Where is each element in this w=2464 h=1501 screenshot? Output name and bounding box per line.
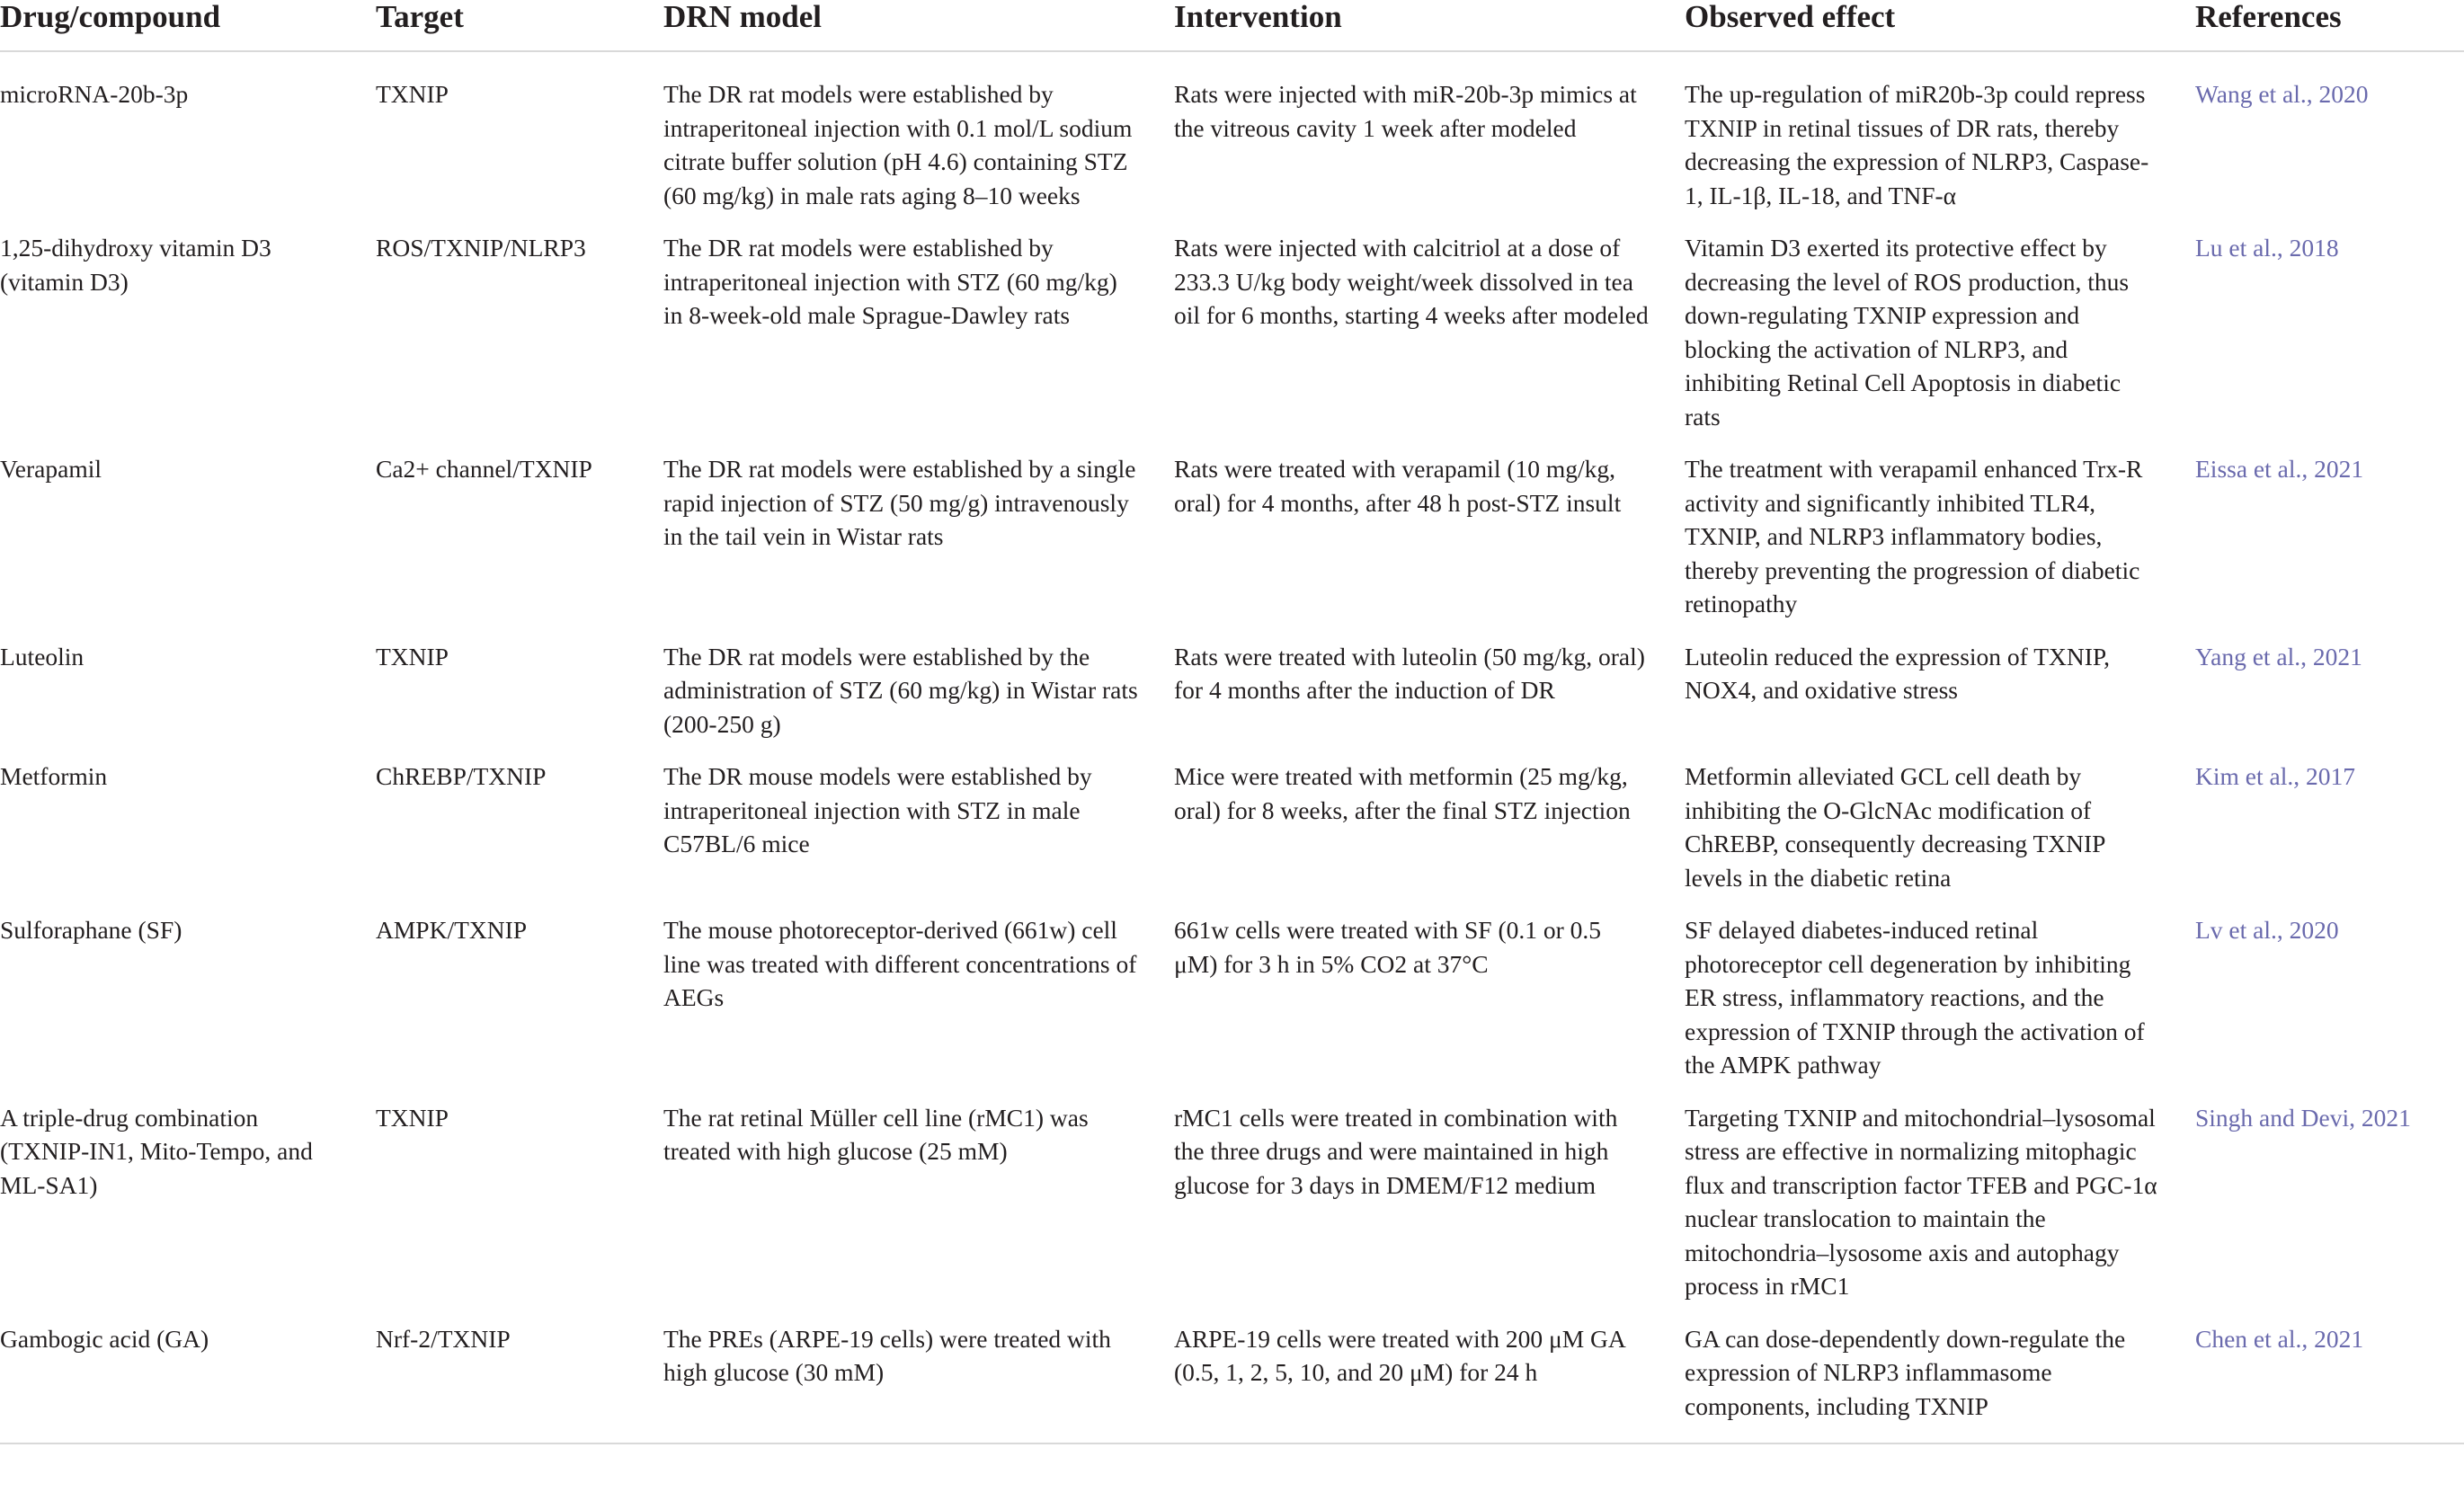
table-row [0, 1303, 2464, 1444]
cell-intervention: Mice were treated with metformin (25 mg/kg, oral) for 8 weeks, after the final STZ injection [1174, 762, 1631, 824]
cell-drug: microRNA-20b-3p [0, 80, 189, 108]
header-drug: Drug/compound [0, 0, 376, 51]
reference-link[interactable]: Wang et al., 2020 [2195, 80, 2369, 108]
header-model: DRN model [663, 0, 1174, 51]
cell-target: TXNIP [376, 80, 449, 108]
cell-effect: The up-regulation of miR20b-3p could repress TXNIP in retinal tissues of DR rats, thereby decreasing the expression of NLRP3, Caspase-1, IL-1β, IL-18, and TNF-α [1685, 80, 2149, 209]
table-row [0, 1082, 2464, 1303]
cell-model: The rat retinal Müller cell line (rMC1) was treated with high glucose (25 mM) [663, 1103, 1089, 1165]
cell-intervention: Rats were treated with verapamil (10 mg/kg, oral) for 4 months, after 48 h post-STZ insult [1174, 455, 1622, 517]
cell-intervention: ARPE-19 cells were treated with 200 μM GA (0.5, 1, 2, 5, 10, and 20 μM) for 24 h [1174, 1303, 1685, 1444]
reference-link[interactable]: Singh and Devi, 2021 [2195, 1103, 2411, 1132]
cell-effect: Targeting TXNIP and mitochondrial–lysosomal stress are effective in normalizing mitophagic flux and transcription factor TFEB and PGC-1α nuclear translocation to maintain the mitochondria–lysosome axis and autophagy process in rMC1 [1685, 1103, 2157, 1300]
table-row [0, 51, 2464, 212]
header-effect: Observed effect [1685, 0, 2195, 51]
cell-target: Ca2+ channel/TXNIP [376, 455, 592, 483]
cell-effect: Metformin alleviated GCL cell death by inhibiting the O-GlcNAc modification of ChREBP, consequently decreasing TXNIP levels in the diabetic retina [1685, 762, 2105, 892]
cell-drug: Sulforaphane (SF) [0, 916, 182, 944]
cell-drug: Gambogic acid (GA) [0, 1303, 376, 1444]
table-row [0, 621, 2464, 742]
cell-model: The mouse photoreceptor-derived (661w) cell line was treated with different concentrations of AEGs [663, 916, 1137, 1011]
cell-drug: Verapamil [0, 455, 102, 483]
cell-drug: A triple-drug combination (TXNIP-IN1, Mito-Tempo, and ML-SA1) [0, 1103, 313, 1199]
cell-drug: 1,25-dihydroxy vitamin D3 (vitamin D3) [0, 234, 271, 296]
cell-effect: The treatment with verapamil enhanced Trx-R activity and significantly inhibited TLR4, TXNIP, and NLRP3 inflammatory bodies, thereby preventing the progression of diabetic retinopathy [1685, 455, 2143, 617]
cell-intervention: rMC1 cells were treated in combination with the three drugs and were maintained in high glucose for 3 days in DMEM/F12 medium [1174, 1103, 1618, 1199]
reference-link[interactable]: Lu et al., 2018 [2195, 234, 2339, 262]
cell-model: The PREs (ARPE-19 cells) were treated with high glucose (30 mM) [663, 1303, 1174, 1444]
cell-model: The DR mouse models were established by intraperitoneal injection with STZ in male C57BL/6 mice [663, 762, 1092, 857]
reference-link[interactable]: Eissa et al., 2021 [2195, 455, 2364, 483]
reference-link[interactable]: Chen et al., 2021 [2195, 1303, 2464, 1444]
cell-drug: Metformin [0, 762, 108, 790]
cell-effect: SF delayed diabetes-induced retinal photoreceptor cell degeneration by inhibiting ER stress, inflammatory reactions, and the expression of TXNIP through the activation of the AMPK pathway [1685, 916, 2145, 1079]
cell-effect: GA can dose-dependently down-regulate the expression of NLRP3 inflammasome components, including TXNIP [1685, 1303, 2195, 1444]
header-row [0, 0, 2464, 51]
reference-link[interactable]: Kim et al., 2017 [2195, 762, 2355, 790]
cell-model: The DR rat models were established by intraperitoneal injection with 0.1 mol/L sodium citrate buffer solution (pH 4.6) containing STZ (60 mg/kg) in male rats aging 8–10 weeks [663, 80, 1133, 209]
cell-target: AMPK/TXNIP [376, 916, 528, 944]
cell-model: The DR rat models were established by intraperitoneal injection with STZ (60 mg/kg) in 8-week-old male Sprague-Dawley rats [663, 234, 1117, 329]
cell-intervention: 661w cells were treated with SF (0.1 or 0.5 μM) for 3 h in 5% CO2 at 37°C [1174, 916, 1602, 978]
table-row [0, 433, 2464, 621]
table-row [0, 894, 2464, 1082]
cell-intervention: Rats were treated with luteolin (50 mg/kg, oral) for 4 months after the induction of DR [1174, 642, 1645, 704]
cell-target: TXNIP [376, 1103, 449, 1132]
cell-intervention: Rats were injected with calcitriol at a dose of 233.3 U/kg body weight/week dissolved in tea oil for 6 months, starting 4 weeks after modeled [1174, 234, 1649, 329]
cell-effect: Vitamin D3 exerted its protective effect by decreasing the level of ROS production, thus down-regulating TXNIP expression and blocking the activation of NLRP3, and inhibiting Retinal Cell Apoptosis in diabetic rats [1685, 234, 2130, 431]
cell-model: The DR rat models were established by a single rapid injection of STZ (50 mg/g) intravenously in the tail vein in Wistar rats [663, 455, 1136, 550]
reference-link[interactable]: Yang et al., 2021 [2195, 642, 2362, 671]
cell-intervention: Rats were injected with miR-20b-3p mimics at the vitreous cavity 1 week after modeled [1174, 80, 1637, 142]
cell-target: TXNIP [376, 642, 449, 671]
cell-target: ChREBP/TXNIP [376, 762, 547, 790]
header-target: Target [376, 0, 663, 51]
cell-drug: Luteolin [0, 642, 85, 671]
reference-link[interactable]: Lv et al., 2020 [2195, 916, 2339, 944]
table-row [0, 741, 2464, 894]
header-intervention: Intervention [1174, 0, 1685, 51]
cell-target: Nrf-2/TXNIP [376, 1303, 663, 1444]
table-row [0, 212, 2464, 433]
cell-model: The DR rat models were established by the administration of STZ (60 mg/kg) in Wistar rats (200-250 g) [663, 642, 1138, 738]
cell-target: ROS/TXNIP/NLRP3 [376, 234, 586, 262]
header-references: References [2195, 0, 2464, 51]
cell-effect: Luteolin reduced the expression of TXNIP, NOX4, and oxidative stress [1685, 642, 2110, 704]
